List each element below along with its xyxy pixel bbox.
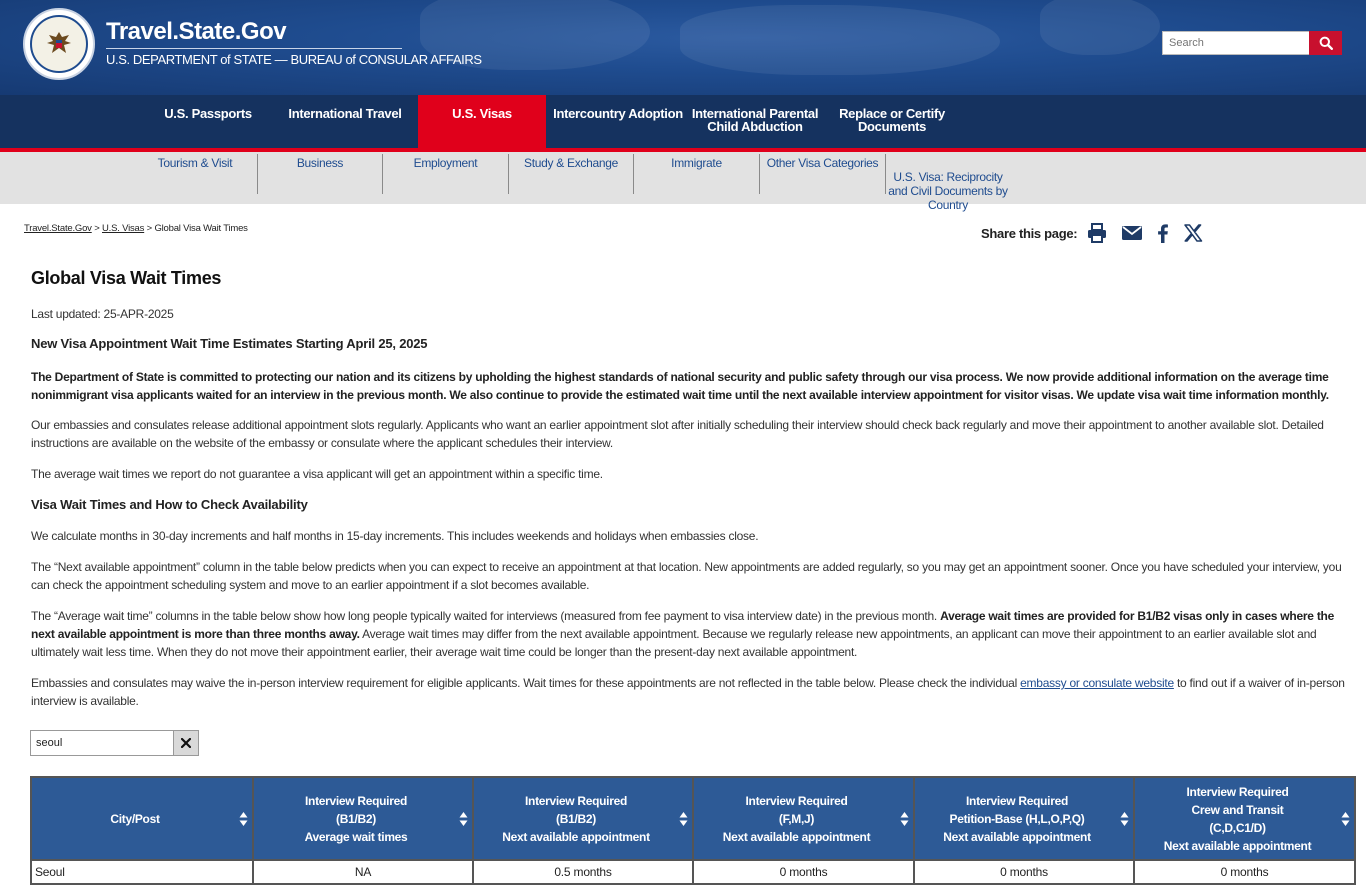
sort-icon (1341, 811, 1350, 827)
column-header-fmj-next[interactable] (693, 777, 914, 860)
breadcrumb-separator: > (94, 223, 100, 234)
intro-bold-paragraph: The Department of State is committed to protecting our nation and its citizens by upholding the highest standards of national security and public safety through our visa process. We now provide additional information on the average time nonimmigrant visa applicants waited for an interview in the previous month. We also continue to provide the estimated wait time until the next available interview appointment for visitor visas. We update visa wait time information monthly. (31, 370, 1329, 402)
print-icon[interactable] (1086, 222, 1108, 244)
column-header-label: Interview Required Crew and Transit (C,D,C1/D) Next available appointment (1163, 784, 1312, 853)
waiver-text-b: to find out if a waiver of in-person interview is available. (31, 676, 1345, 708)
page-title: Global Visa Wait Times (31, 268, 222, 288)
embassy-website-link[interactable]: embassy or consulate website (1020, 676, 1174, 690)
subnav-label: Tourism & Visit (157, 156, 233, 170)
breadcrumb-separator: > (146, 223, 152, 234)
column-header-b1b2-average[interactable] (253, 777, 473, 860)
close-icon (181, 738, 191, 748)
map-decoration (1040, 0, 1160, 55)
email-icon[interactable] (1121, 222, 1143, 244)
nav-international-travel[interactable] (278, 95, 412, 152)
nav-intercountry-adoption[interactable] (552, 95, 684, 152)
average-wait-text-a: The “Average wait time” columns in the table below show how long people typically waited for interviews (measured from fee payment to visa interview date) in the previous month. (31, 609, 937, 623)
breadcrumb-home-link[interactable]: Travel.State.Gov (24, 223, 92, 234)
column-header-petition-next[interactable] (914, 777, 1134, 860)
sort-icon (679, 811, 688, 827)
title-divider (106, 48, 402, 49)
subnav-label: Study & Exchange (524, 156, 618, 170)
seal-inner (30, 15, 88, 73)
clear-filter-button[interactable] (174, 730, 199, 756)
column-header-city-post[interactable] (31, 777, 253, 860)
search-icon (1319, 36, 1333, 50)
months-paragraph: We calculate months in 30-day increments and half months in 15-day increments. This includes weekends and holidays when embassies close. (31, 529, 759, 543)
share-label: Share this page: (981, 226, 1078, 241)
department-seal-logo[interactable] (23, 8, 95, 80)
nav-label: Replace or Certify Documents (839, 106, 945, 134)
nav-label: Intercountry Adoption (553, 106, 683, 121)
subnav-label: Business (296, 156, 344, 170)
subnav-label: Employment (413, 156, 478, 170)
eagle-icon (43, 28, 75, 60)
sort-icon (239, 811, 248, 827)
column-header-label: Interview Required (B1/B2) Average wait times (304, 793, 408, 844)
facebook-icon[interactable] (1152, 222, 1174, 244)
heading-new-estimates: New Visa Appointment Wait Time Estimates Starting April 25, 2025 (31, 336, 428, 351)
column-header-label: Interview Required (B1/B2) Next available appointment (502, 793, 650, 844)
column-header-label: City/Post (110, 811, 160, 826)
average-wait-paragraph (31, 607, 1356, 661)
table-row (31, 860, 1355, 884)
nav-parental-child-abduction[interactable] (690, 95, 820, 152)
search-button[interactable] (1309, 31, 1342, 55)
sort-icon (900, 811, 909, 827)
visa-wait-times-table (30, 776, 1356, 885)
x-icon[interactable] (1182, 222, 1204, 244)
breadcrumb-current: Global Visa Wait Times (154, 223, 248, 234)
cell-petition-next: 0 months (914, 860, 1134, 884)
subnav-label: Immigrate (671, 156, 722, 170)
waiver-text-a: Embassies and consulates may waive the in-person interview requirement for eligible applicants. Wait times for these appointments are not reflected in the table below. Please check the individual (31, 676, 1018, 690)
nav-label: U.S. Visas (452, 106, 512, 121)
cell-b1b2-next: 0.5 months (473, 860, 693, 884)
breadcrumb-visas-link[interactable]: U.S. Visas (102, 223, 145, 234)
table-header-row (31, 777, 1355, 860)
subnav-employment[interactable] (383, 156, 508, 194)
cell-fmj-next: 0 months (693, 860, 914, 884)
subnav-label: U.S. Visa: Reciprocity and Civil Documents by Country (888, 170, 1008, 212)
column-header-label: Interview Required (F,M,J) Next available appointment (722, 793, 871, 844)
search-input[interactable] (1162, 31, 1310, 55)
subnav-other-visa-categories[interactable] (760, 156, 885, 194)
guarantee-paragraph: The average wait times we report do not guarantee a visa applicant will get an appointment within a specific time. (31, 467, 603, 481)
cell-crew-transit-next: 0 months (1134, 860, 1355, 884)
nav-label: International Parental Child Abduction (691, 106, 819, 134)
average-wait-text-c: Average wait times may differ from the next available appointment. Because we regularly release new appointments, an applicant can move their appointment to an earlier available slot and ultimately wait less time. When they do not move their appointment earlier, their average wait time could be longer than the present-day next available appointment. (31, 627, 1317, 659)
heading-check-availability: Visa Wait Times and How to Check Availability (31, 497, 308, 512)
subnav-business[interactable] (258, 156, 382, 194)
table-filter-input[interactable] (30, 730, 174, 756)
column-header-crew-transit-next[interactable] (1134, 777, 1355, 860)
interview-waiver-paragraph (31, 674, 1356, 710)
nav-label: International Travel (288, 106, 402, 121)
last-updated: Last updated: 25-APR-2025 (31, 307, 174, 321)
appointment-slots-paragraph: Our embassies and consulates release additional appointment slots regularly. Applicants who want an earlier appointment slot after initially scheduling their interview should check back regularly and move their appointment to another available slot. Detailed instructions are available on the website of the embassy or consulate where the applicant schedules their interview. (31, 418, 1324, 450)
subnav-tourism-visit[interactable] (134, 156, 256, 194)
nav-us-passports[interactable] (148, 95, 268, 152)
sort-icon (459, 811, 468, 827)
sort-icon (1120, 811, 1129, 827)
column-header-b1b2-next[interactable] (473, 777, 693, 860)
map-decoration (680, 5, 1000, 75)
nav-replace-certify-documents[interactable] (830, 95, 954, 152)
breadcrumb (24, 223, 248, 234)
subnav-reciprocity-civil-documents[interactable] (886, 156, 1010, 212)
cell-b1b2-average: NA (253, 860, 473, 884)
next-available-paragraph: The “Next available appointment” column in the table below predicts when you can expect to receive an appointment at that location. New appointments are added regularly, so you may get an appointment sooner. Once you have scheduled your interview, you can check the appointment scheduling system and move to an earlier appointment if a slot becomes available. (31, 560, 1342, 592)
average-wait-text-bold: Average wait times are provided for B1/B2 visas only in cases where the next available appointment is more than three months away. (31, 609, 1335, 641)
site-subtitle: U.S. DEPARTMENT of STATE — BUREAU of CONSULAR AFFAIRS (106, 52, 482, 67)
site-title[interactable]: Travel.State.Gov (106, 18, 287, 45)
cell-city-post: Seoul (31, 860, 253, 884)
subnav-study-exchange[interactable] (509, 156, 633, 194)
column-header-label: Interview Required Petition-Base (H,L,O,P,Q) Next available appointment (943, 793, 1091, 844)
subnav-immigrate[interactable] (634, 156, 759, 194)
subnav-label: Other Visa Categories (766, 156, 879, 170)
nav-label: U.S. Passports (164, 106, 252, 121)
nav-us-visas[interactable] (418, 95, 546, 152)
